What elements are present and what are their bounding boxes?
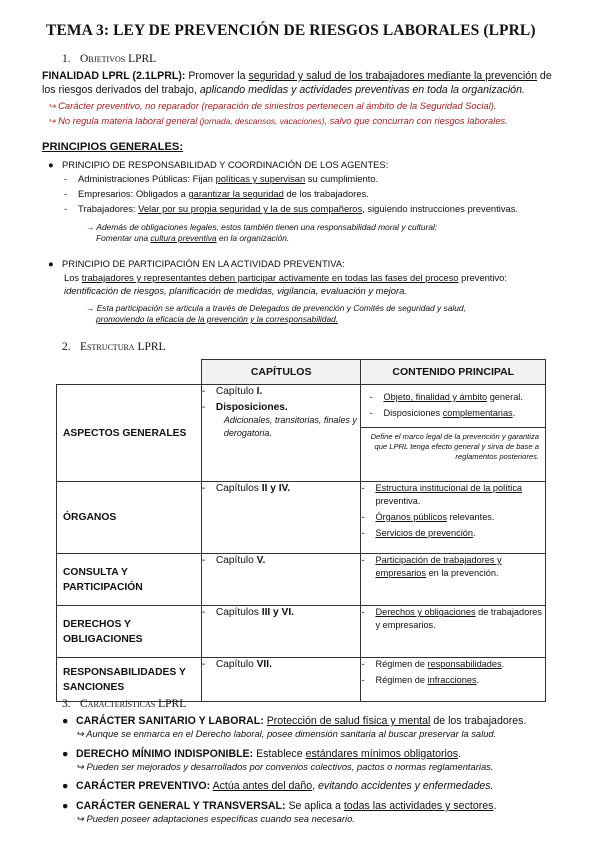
table-row xyxy=(57,482,546,554)
list-item: ● CARÁCTER SANITARIO Y LABORAL: Protección de salud física y mental de los trabajadores. xyxy=(62,715,527,727)
contenido-cell: - Participación de trabajadores y empresarios en la prevención. xyxy=(361,554,546,606)
section-1-heading: 1. Objetivos LPRL xyxy=(62,53,157,65)
capitulos-cell: - Capítulo VII. xyxy=(201,658,361,702)
capitulos-cell: - Capítulo I. - Disposiciones. Adicionales, transitorias, finales y derogatoria. xyxy=(201,385,361,482)
principio-1-note: → Además de obligaciones legales, estos también tienen una responsabilidad moral y cultural: Fomentar una cultura preventiva en la organización. xyxy=(86,222,438,243)
contenido-cell: - Objeto, finalidad y ámbito general. - Disposiciones complementarias. Define el marco legal de la prevención y garantiza que LPRL tenga efecto general y sirva de base a reglamentos posteriores. xyxy=(361,385,546,482)
principio-2-line-2: identificación de riesgos, planificación de medidas, vigilancia, evaluación y mejora. xyxy=(64,285,407,296)
table-header: CONTENIDO PRINCIPAL xyxy=(361,360,546,385)
principio-1-item-1: - Administraciones Públicas: Fijan políticas y supervisan su cumplimiento. xyxy=(64,173,379,184)
row-label: RESPONSABILIDADES Y SANCIONES xyxy=(57,658,202,702)
caracteristicas-list: ● CARÁCTER SANITARIO Y LABORAL: Protección de salud física y mental de los trabajadores. ↪ Aunque se enmarca en el Derecho laboral, posee dimensión sanitaria al buscar preservar la salud. ● DERECHO MÍNIMO INDISPONIBLE: Establece estándares mínimos obligatorios. ↪ Pueden ser mejorados y desarrollados por convenios colectivos, pactos o normas reglamentarias. ● CARÁCTER PREVENTIVO: Actúa antes del daño, evitando accidentes y enfermedades. ● CARÁCTER GENERAL Y TRANSVERSAL: Se aplica a todas las actividades y sectores. ↪ Pueden poseer adaptaciones específicas cuando sea necesario. xyxy=(62,714,562,826)
arrow-icon: → xyxy=(86,222,95,232)
principio-2-note: → Esta participación se articula a través de Delegados de prevención y Comités de seguridad y salud, promoviendo la eficacia de la prevención y la corresponsabilidad. xyxy=(86,303,466,324)
bullet-icon: ● xyxy=(48,159,54,170)
contenido-cell: - Régimen de responsabilidades. - Régimen de infracciones. xyxy=(361,658,546,702)
arrow-icon: ↪ xyxy=(76,728,84,739)
capitulos-cell: - Capítulo V. xyxy=(201,554,361,606)
section-2-heading: 2. Estructura LPRL xyxy=(62,341,166,353)
row-label: ASPECTOS GENERALES xyxy=(57,385,202,482)
principio-1-item-3: - Trabajadores: Velar por su propia seguridad y la de sus compañeros, siguiendo instrucciones preventivas. xyxy=(64,203,519,214)
table-note: Define el marco legal de la prevención y garantiza que LPRL tenga efecto general y sirva de base a reglamentos posteriores. xyxy=(361,427,545,466)
principio-1-title: ● PRINCIPIO DE RESPONSABILIDAD Y COORDINACIÓN DE LOS AGENTES: xyxy=(48,159,389,170)
finalidad-paragraph: FINALIDAD LPRL (2.1LPRL): Promover la seguridad y salud de los trabajadores mediante la prevención de los riesgos derivados del trabajo, aplicando medidas y actividades preventivas en toda la organización. xyxy=(42,70,552,96)
arrow-icon: → xyxy=(86,303,95,313)
bullet-icon: ● xyxy=(62,800,69,812)
row-label: DERECHOS Y OBLIGACIONES xyxy=(57,606,202,658)
arrow-icon: ↪ xyxy=(48,101,56,111)
principio-2-title: ● PRINCIPIO DE PARTICIPACIÓN EN LA ACTIVIDAD PREVENTIVA: xyxy=(48,258,345,269)
table-header: CAPÍTULOS xyxy=(201,360,361,385)
bullet-icon: ● xyxy=(62,780,69,792)
row-label: CONSULTA Y PARTICIPACIÓN xyxy=(57,554,202,606)
table-row xyxy=(57,658,546,702)
list-item: ● CARÁCTER PREVENTIVO: Actúa antes del daño, evitando accidentes y enfermedades. xyxy=(62,780,494,792)
list-item: ● CARÁCTER GENERAL Y TRANSVERSAL: Se aplica a todas las actividades y sectores. xyxy=(62,800,497,812)
list-item: ● DERECHO MÍNIMO INDISPONIBLE: Establece estándares mínimos obligatorios. xyxy=(62,747,462,760)
principios-heading: PRINCIPIOS GENERALES: xyxy=(42,141,184,153)
arrow-icon: ↪ xyxy=(48,116,56,126)
estructura-table xyxy=(56,359,546,702)
finalidad-note-2: ↪ No regula materia laboral general (jornada, descansos, vacaciones), salvo que concurran con riesgos laborales. xyxy=(48,115,508,126)
page-title: TEMA 3: LEY DE PREVENCIÓN DE RIESGOS LABORALES (LPRL) xyxy=(46,22,536,39)
principio-2-line-1: Los trabajadores y representantes deben participar activamente en todas las fases del proceso preventivo: xyxy=(64,272,507,283)
section-3-heading: 3. Características LPRL xyxy=(62,698,187,710)
capitulos-cell: - Capítulos III y VI. xyxy=(201,606,361,658)
capitulos-cell: - Capítulos II y IV. xyxy=(201,482,361,554)
bullet-icon: ● xyxy=(62,715,69,727)
contenido-cell: - Derechos y obligaciones de trabajadores y empresarios. xyxy=(361,606,546,658)
arrow-icon: ↪ xyxy=(76,813,84,824)
table-row xyxy=(57,554,546,606)
arrow-icon: ↪ xyxy=(76,760,84,772)
table-row xyxy=(57,606,546,658)
table-row xyxy=(57,385,546,482)
principio-1-item-2: - Empresarios: Obligados a garantizar la seguridad de los trabajadores. xyxy=(64,188,369,199)
bullet-icon: ● xyxy=(48,258,54,269)
finalidad-note-1: ↪ Carácter preventivo, no reparador (reparación de siniestros pertenecen al ámbito de la Seguridad Social). xyxy=(48,100,497,111)
contenido-cell: - Estructura institucional de la política preventiva. - Órganos públicos relevantes. - Servicios de prevención. xyxy=(361,482,546,554)
bullet-icon: ● xyxy=(62,747,69,760)
row-label: ÓRGANOS xyxy=(57,482,202,554)
table-header-row xyxy=(57,360,546,385)
